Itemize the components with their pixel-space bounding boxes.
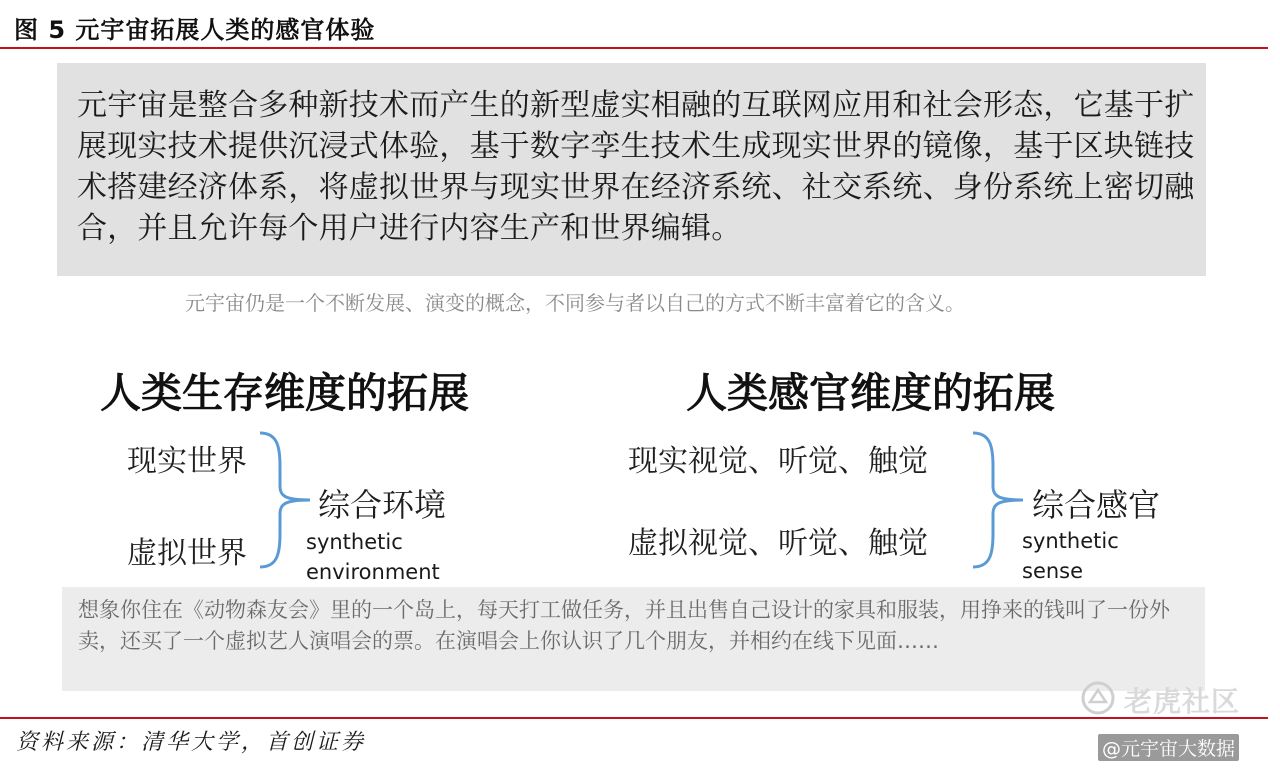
survival-item-virtual: 虚拟世界 xyxy=(127,536,247,571)
bottom-red-rule xyxy=(0,717,1268,719)
senses-panel-heading: 人类感官维度的拓展 xyxy=(686,369,1055,417)
tiger-community-logo-icon xyxy=(1080,680,1116,723)
senses-result: 综合感官 xyxy=(1032,486,1161,524)
definition-note: 元宇宙仍是一个不断发展、演变的概念，不同参与者以自己的方式不断丰富着它的含义。 xyxy=(185,291,965,315)
senses-result-en xyxy=(1022,526,1119,586)
senses-item-real: 现实视觉、听觉、触觉 xyxy=(628,444,928,479)
scenario-text: 想象你住在《动物森友会》里的一个岛上，每天打工做任务，并且出售自己设计的家具和服装，用挣来的钱叫了一份外卖，还买了一个虚拟艺人演唱会的票。在演唱会上你认识了几个朋友，并相约在线下见面…… xyxy=(78,598,1170,653)
survival-panel-heading: 人类生存维度的拓展 xyxy=(100,369,469,417)
scenario-box xyxy=(62,587,1205,691)
senses-result-en-line2: sense xyxy=(1022,559,1084,583)
survival-result: 综合环境 xyxy=(318,486,447,524)
top-red-rule xyxy=(0,47,1268,49)
survival-result-en-line2: environment xyxy=(306,560,440,584)
source-note: 资料来源：清华大学，首创证券 xyxy=(16,730,367,755)
watermark-brand: 老虎社区 xyxy=(1124,685,1241,718)
survival-result-en-line1: synthetic xyxy=(306,530,403,554)
definition-box xyxy=(57,63,1206,276)
definition-text: 元宇宙是整合多种新技术而产生的新型虚实相融的互联网应用和社会形态，它基于扩展现实技术提供沉浸式体验，基于数字孪生技术生成现实世界的镜像，基于区块链技术搭建经济体系，将虚拟世界与现实世界在经济系统、社交系统、身份系统上密切融合，并且允许每个用户进行内容生产和世界编辑。 xyxy=(77,88,1195,246)
senses-brace-icon xyxy=(968,428,1028,573)
senses-item-virtual: 虚拟视觉、听觉、触觉 xyxy=(628,526,928,561)
senses-result-en-line1: synthetic xyxy=(1022,529,1119,553)
figure-title: 图 5 元宇宙拓展人类的感官体验 xyxy=(14,16,376,44)
watermark-handle: @元宇宙大数据 xyxy=(1098,734,1239,761)
survival-result-en xyxy=(306,527,440,587)
survival-item-real: 现实世界 xyxy=(127,444,247,479)
